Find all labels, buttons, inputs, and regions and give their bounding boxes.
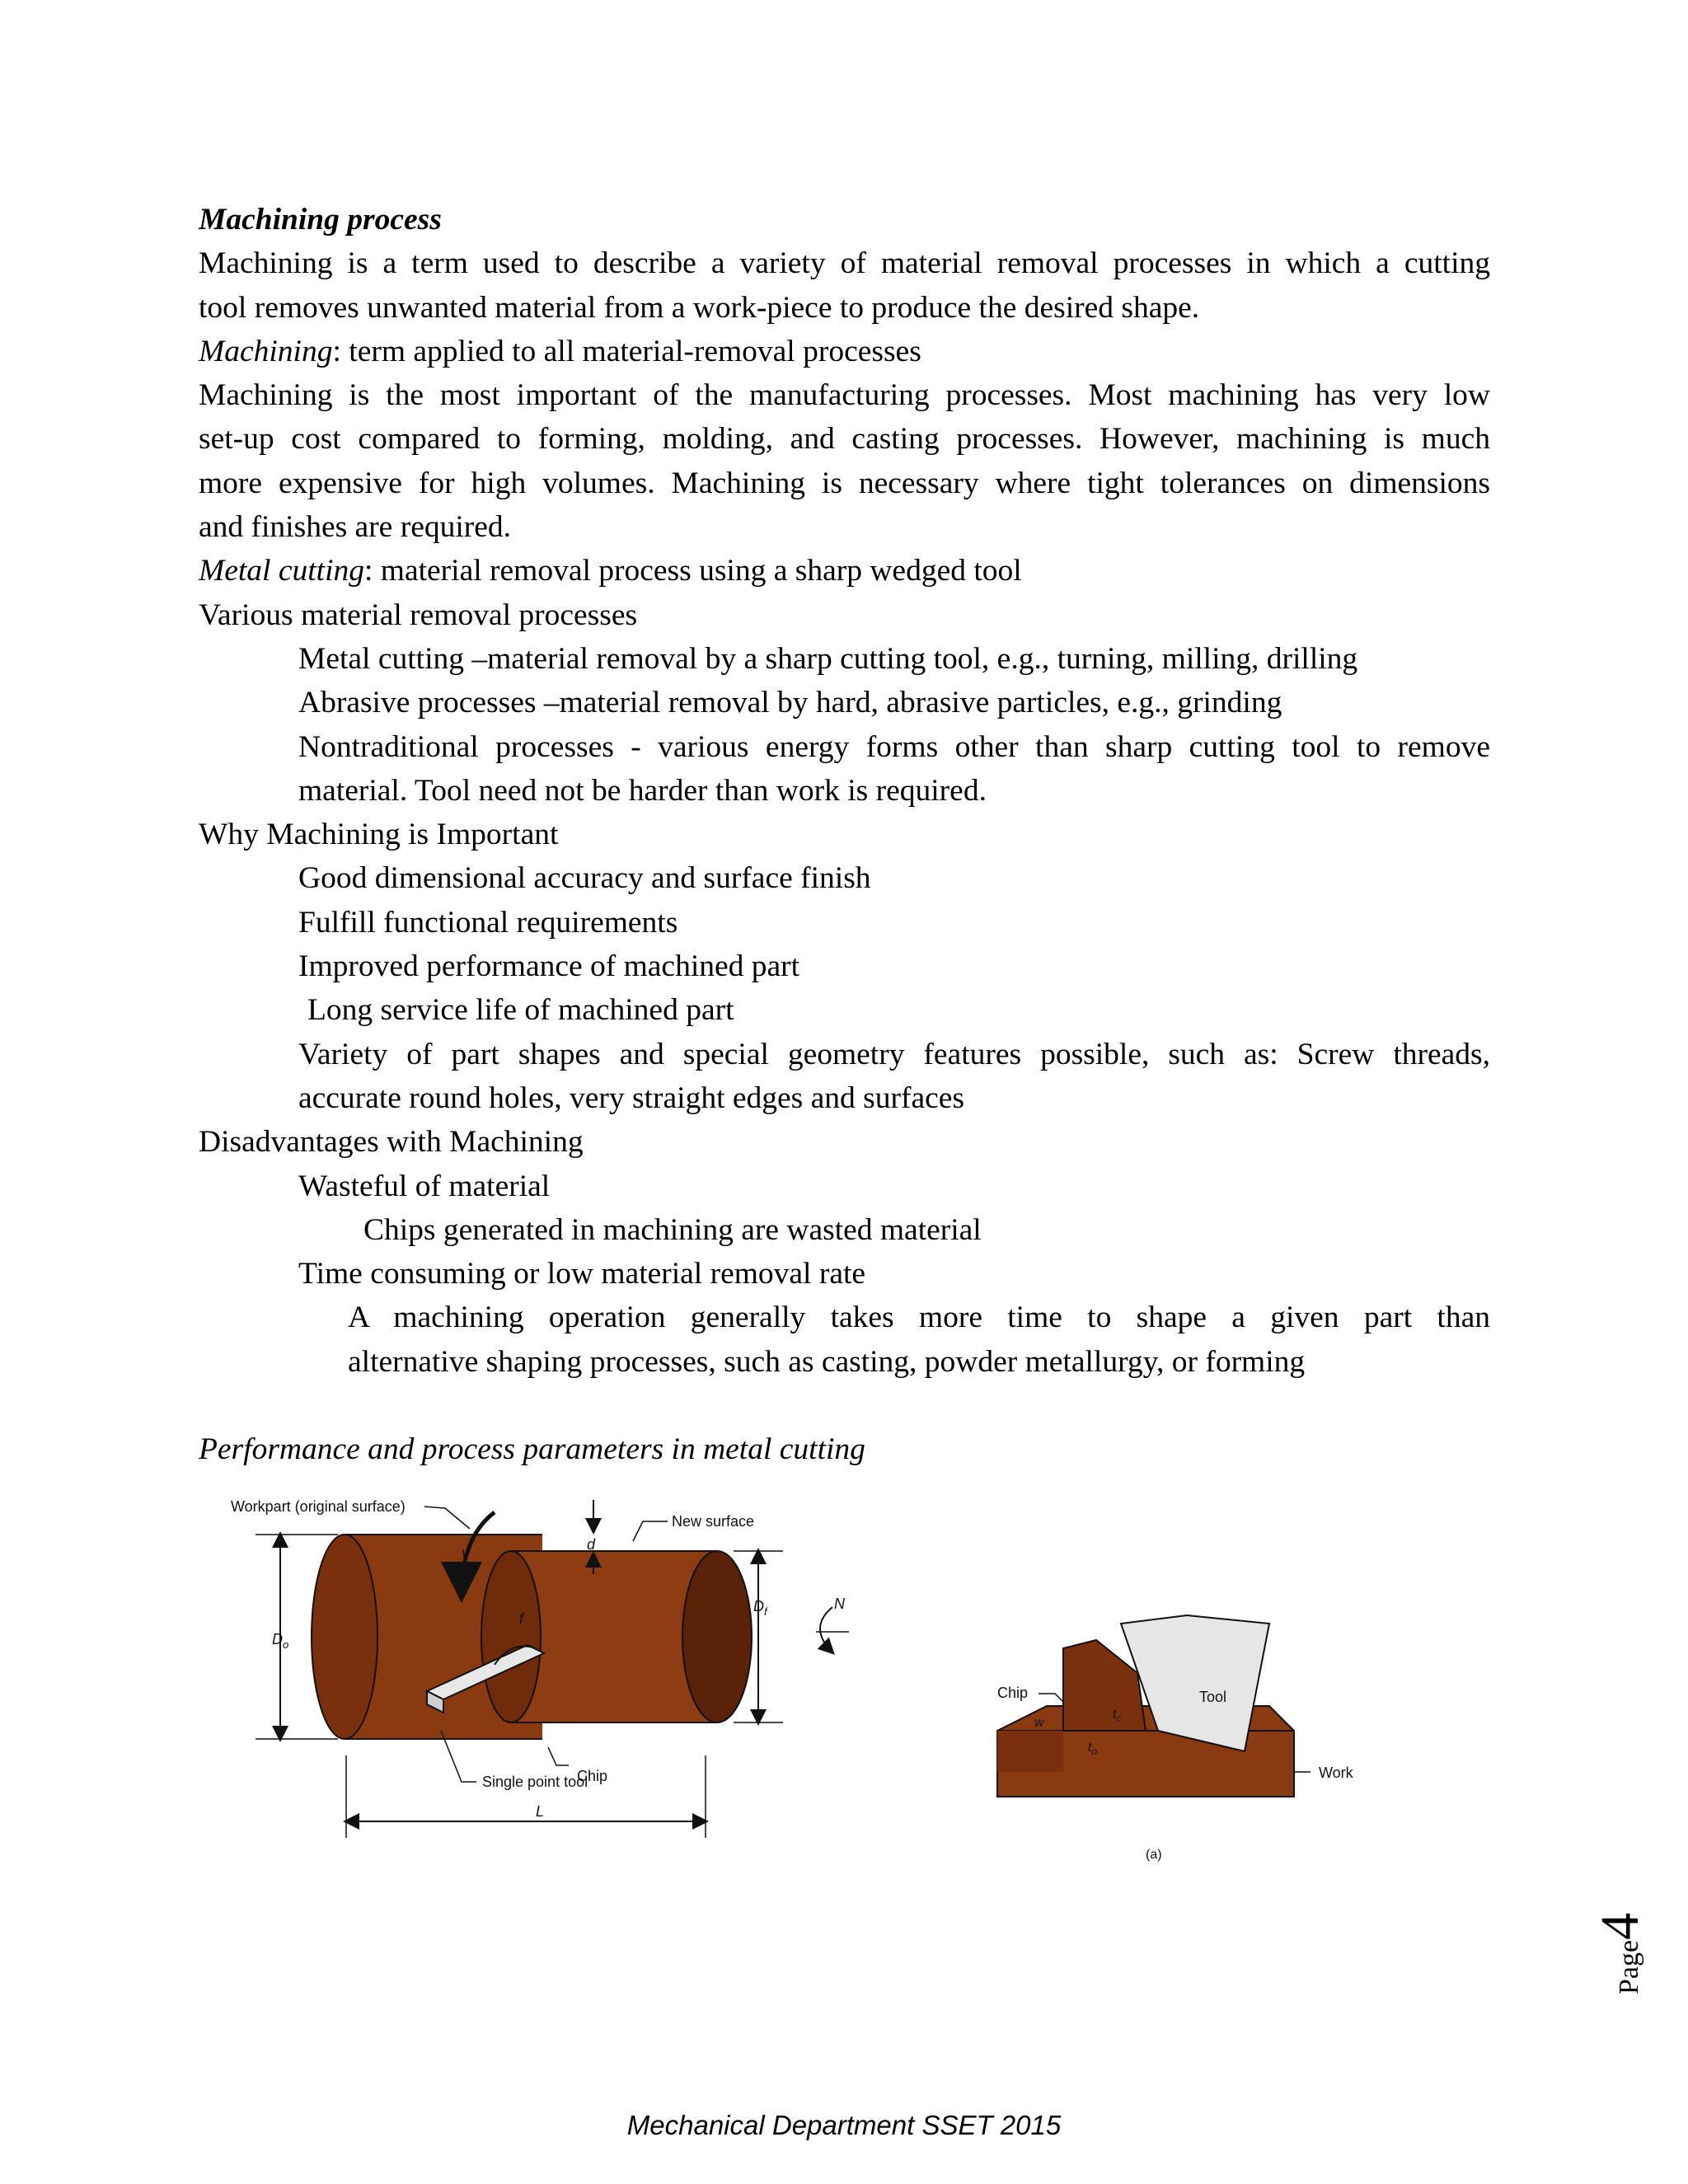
- list-item: Wasteful of material: [298, 1169, 551, 1203]
- page-number: [1589, 1871, 1650, 1994]
- list-title-various: Various material removal processes: [199, 598, 638, 632]
- section-subheading: [199, 1427, 1490, 1471]
- list-subitem: alternative shaping processes, such as casting, powder metallurgy, or forming: [348, 1344, 1306, 1379]
- turning-diagram: [223, 1483, 865, 1854]
- orthogonal-cutting-diagram: [981, 1607, 1409, 1879]
- list-item: Good dimensional accuracy and surface finish: [298, 861, 871, 896]
- paragraph-line: tool removes unwanted material from a work-piece to produce the desired shape.: [199, 290, 1200, 325]
- label-new-surface: New surface: [672, 1513, 755, 1530]
- list-subitem: A machining operation generally takes more time to shape a given part than: [348, 1301, 1490, 1335]
- list-item: Abrasive processes –material removal by hard, abrasive particles, e.g., grinding: [298, 686, 1282, 720]
- list-item: Nontraditional processes - various energy forms other than sharp cutting tool to remove: [298, 729, 1490, 764]
- label-tc: $t_c$: [1113, 1708, 1122, 1724]
- paragraph-line: and finishes are required.: [199, 510, 512, 545]
- label-chip: Chip: [997, 1685, 1029, 1701]
- definition-metal-cutting: [199, 549, 1490, 593]
- label-f: f: [519, 1610, 524, 1627]
- list-subitem: Chips generated in machining are wasted material: [363, 1212, 982, 1247]
- list-item: Time consuming or low material removal rate: [298, 1257, 866, 1291]
- label-to: $t_o$: [1088, 1741, 1098, 1757]
- label-single-point-tool: Single point tool: [482, 1774, 588, 1790]
- figure-caption: (a): [1146, 1848, 1162, 1862]
- list-item: material. Tool need not be harder than work is required.: [298, 773, 987, 808]
- paragraph-line: set-up cost compared to forming, molding, and casting processes. However, machining is much: [199, 422, 1490, 457]
- list-item: Long service life of machined part: [307, 993, 734, 1028]
- label-l: L: [536, 1803, 545, 1820]
- page-word: Page: [1614, 1939, 1644, 1994]
- list-item: accurate round holes, very straight edges and surfaces: [298, 1080, 965, 1115]
- label-df: $D_f$: [753, 1598, 767, 1618]
- definition-text: : term applied to all material-removal processes: [332, 334, 921, 368]
- list-title-disadvantages: Disadvantages with Machining: [199, 1125, 584, 1160]
- section-subheading-text: Performance and process parameters in metal cutting: [199, 1432, 865, 1467]
- paragraph-line: Machining is the most important of the manufacturing processes. Most machining has very low: [199, 378, 1490, 413]
- list-item: Fulfill functional requirements: [298, 905, 678, 940]
- list-item: Metal cutting –material removal by a sharp cutting tool, e.g., turning, milling, drilling: [298, 641, 1358, 676]
- label-tool: Tool: [1199, 1689, 1227, 1705]
- paragraph-line: Machining is a term used to describe a variety of material removal processes in which a cutting: [199, 246, 1490, 281]
- workpart-cylinder: [312, 1535, 752, 1739]
- page-number-value: 4: [1590, 1912, 1650, 1940]
- label-v: v: [462, 1544, 469, 1561]
- definition-machining: [199, 330, 1490, 373]
- list-item: Improved performance of machined part: [298, 949, 800, 984]
- definition-term: Metal cutting: [199, 554, 364, 588]
- footer: Mechanical Department SSET 2015: [626, 2110, 1062, 2140]
- list-title-why: Why Machining is Important: [199, 818, 559, 852]
- label-chip: Chip: [577, 1768, 608, 1784]
- label-d: d: [587, 1536, 596, 1553]
- document-body: [199, 198, 1490, 1471]
- section-heading: Machining process: [199, 203, 442, 237]
- list-item: Variety of part shapes and special geometry features possible, such as: Screw threads,: [298, 1037, 1490, 1071]
- label-w: w: [1034, 1716, 1044, 1730]
- definition-term: Machining: [199, 334, 333, 368]
- spacer: [199, 1384, 1490, 1427]
- definition-text: : material removal process using a sharp wedged tool: [364, 554, 1022, 588]
- paragraph-line: more expensive for high volumes. Machining is necessary where tight tolerances on dimensions: [199, 466, 1490, 500]
- label-n: N: [834, 1596, 845, 1612]
- label-do: $D_o$: [272, 1631, 289, 1651]
- label-workpart: Workpart (original surface): [231, 1498, 406, 1515]
- label-work: Work: [1319, 1765, 1353, 1781]
